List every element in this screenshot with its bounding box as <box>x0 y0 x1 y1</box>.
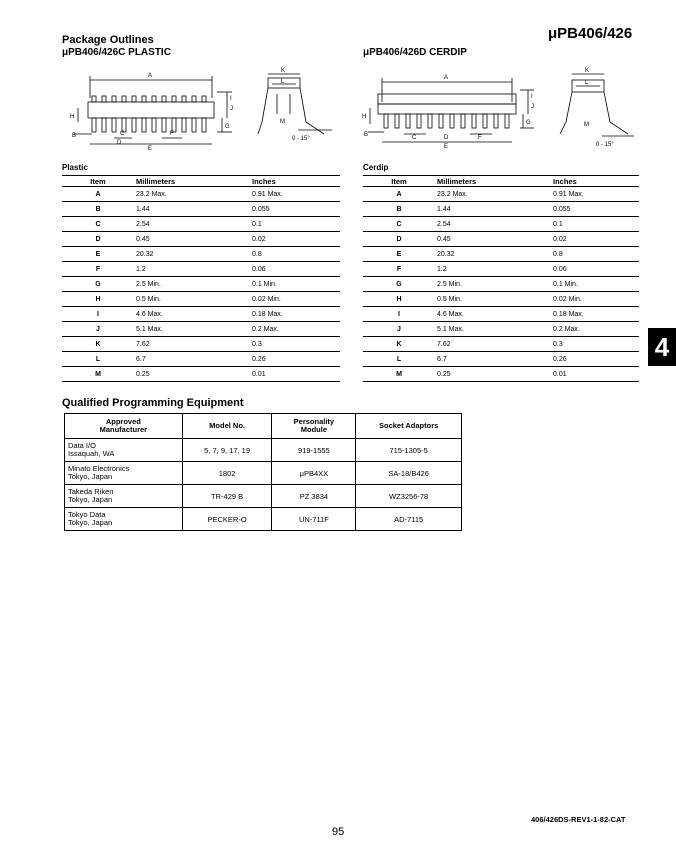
in-cell: 0.02 Min. <box>250 292 340 307</box>
table-row <box>65 485 462 508</box>
socket-cell: AD-7115 <box>356 508 462 531</box>
in-cell: 0.18 Max. <box>250 307 340 322</box>
header-socket: Socket Adaptors <box>356 414 462 439</box>
table-row <box>62 322 340 337</box>
table-row <box>363 232 639 247</box>
table-row <box>363 262 639 277</box>
in-cell: 0.1 Min. <box>551 277 639 292</box>
manufacturer-location: Tokyo, Japan <box>68 518 113 527</box>
cerdip-label-d: D <box>444 135 449 141</box>
header-millimeters: Millimeters <box>435 176 551 187</box>
in-cell: 0.2 Max. <box>551 322 639 337</box>
item-cell: A <box>363 187 435 202</box>
table-row <box>62 247 340 262</box>
cerdip-label-m: M <box>584 122 589 128</box>
item-cell: H <box>62 292 134 307</box>
manufacturer-location: Issaquah, WA <box>68 449 115 458</box>
item-cell: K <box>62 337 134 352</box>
mm-cell: 2.54 <box>134 217 250 232</box>
cerdip-label-j: J <box>531 104 534 110</box>
item-cell: M <box>62 367 134 382</box>
mm-cell: 0.25 <box>435 367 551 382</box>
table-row <box>363 217 639 232</box>
plastic-label-h: H <box>70 114 75 120</box>
table-row <box>62 277 340 292</box>
manufacturer-location: Tokyo, Japan <box>68 472 113 481</box>
manufacturer-cell <box>65 439 183 462</box>
plastic-label-g: G <box>225 124 230 130</box>
header-module <box>272 414 356 439</box>
plastic-label-m: M <box>280 119 285 125</box>
in-cell: 0.01 <box>250 367 340 382</box>
cerdip-label-a: A <box>444 75 449 81</box>
plastic-label-angle: 0 - 15° <box>292 136 310 142</box>
in-cell: 0.26 <box>250 352 340 367</box>
in-cell: 0.1 <box>551 217 639 232</box>
in-cell: 0.06 <box>551 262 639 277</box>
model-cell: PECKER-O <box>182 508 272 531</box>
mm-cell: 0.5 Min. <box>435 292 551 307</box>
plastic-dimension-table <box>62 175 340 382</box>
item-cell: A <box>62 187 134 202</box>
in-cell: 0.02 <box>551 232 639 247</box>
manufacturer-name: Minato Electronics <box>68 463 130 473</box>
table-row <box>363 277 639 292</box>
plastic-table-label: Plastic <box>62 163 88 172</box>
model-cell: TR-429 B <box>182 485 272 508</box>
mm-cell: 5.1 Max. <box>134 322 250 337</box>
cerdip-label-g: G <box>526 120 531 126</box>
table-row <box>363 247 639 262</box>
cerdip-label-l: L <box>585 80 589 86</box>
plastic-label-l: L <box>281 79 285 85</box>
table-header-row <box>65 414 462 439</box>
item-cell: F <box>363 262 435 277</box>
in-cell: 0.26 <box>551 352 639 367</box>
item-cell: L <box>363 352 435 367</box>
item-cell: F <box>62 262 134 277</box>
in-cell: 0.1 Min. <box>250 277 340 292</box>
item-cell: J <box>62 322 134 337</box>
table-row <box>62 337 340 352</box>
chapter-tab-marker: 4 <box>648 328 676 366</box>
manufacturer-cell <box>65 508 183 531</box>
table-row <box>62 187 340 202</box>
in-cell: 0.01 <box>551 367 639 382</box>
table-row <box>62 367 340 382</box>
mm-cell: 4.6 Max. <box>134 307 250 322</box>
item-cell: H <box>363 292 435 307</box>
manufacturer-cell <box>65 462 183 485</box>
plastic-label-c: C <box>120 131 125 137</box>
item-cell: E <box>62 247 134 262</box>
cerdip-table-label: Cerdip <box>363 163 389 172</box>
manufacturer-name: Tokyo Data <box>68 509 106 519</box>
table-row <box>363 202 639 217</box>
manufacturer-location: Tokyo, Japan <box>68 495 113 504</box>
cerdip-label-c: C <box>412 135 417 141</box>
mm-cell: 7.62 <box>134 337 250 352</box>
table-row <box>62 262 340 277</box>
mm-cell: 23.2 Max. <box>134 187 250 202</box>
in-cell: 0.02 <box>250 232 340 247</box>
plastic-package-title: μPB406/426C PLASTIC <box>62 47 171 58</box>
plastic-label-b: B <box>72 133 77 139</box>
header-item: Item <box>363 176 435 187</box>
cerdip-label-i: I <box>531 94 533 100</box>
cerdip-label-k: K <box>585 68 590 74</box>
mm-cell: 1.2 <box>134 262 250 277</box>
table-row <box>65 439 462 462</box>
item-cell: I <box>363 307 435 322</box>
socket-cell: 715-1305-5 <box>356 439 462 462</box>
header-model: Model No. <box>182 414 272 439</box>
table-row <box>363 307 639 322</box>
cerdip-package-drawing <box>362 62 652 150</box>
document-code: 406/426DS-REV1-1-82-CAT <box>531 815 626 824</box>
cerdip-dimension-table <box>363 175 639 382</box>
item-cell: E <box>363 247 435 262</box>
socket-cell: SA-18/B426 <box>356 462 462 485</box>
mm-cell: 1.44 <box>134 202 250 217</box>
in-cell: 0.91 Max. <box>250 187 340 202</box>
header-inches: Inches <box>250 176 340 187</box>
item-cell: B <box>62 202 134 217</box>
table-row <box>363 187 639 202</box>
header-manufacturer <box>65 414 183 439</box>
in-cell: 0.06 <box>250 262 340 277</box>
mm-cell: 0.45 <box>134 232 250 247</box>
table-row <box>363 292 639 307</box>
table-row <box>65 462 462 485</box>
table-row <box>363 352 639 367</box>
item-cell: C <box>363 217 435 232</box>
mm-cell: 20.32 <box>435 247 551 262</box>
header-manufacturer-line1: Approved <box>105 417 141 426</box>
model-cell: 5, 7, 9, 17, 19 <box>182 439 272 462</box>
cerdip-label-b: B <box>364 132 369 138</box>
mm-cell: 7.62 <box>435 337 551 352</box>
mm-cell: 0.45 <box>435 232 551 247</box>
in-cell: 0.2 Max. <box>250 322 340 337</box>
cerdip-label-f: F <box>478 135 482 141</box>
module-cell: 919-1555 <box>272 439 356 462</box>
item-cell: K <box>363 337 435 352</box>
header-inches: Inches <box>551 176 639 187</box>
mm-cell: 5.1 Max. <box>435 322 551 337</box>
in-cell: 0.18 Max. <box>551 307 639 322</box>
item-cell: D <box>62 232 134 247</box>
manufacturer-name: Takeda Riken <box>68 486 114 496</box>
in-cell: 0.3 <box>551 337 639 352</box>
plastic-label-e: E <box>148 146 153 150</box>
in-cell: 0.02 Min. <box>551 292 639 307</box>
mm-cell: 2.5 Min. <box>134 277 250 292</box>
in-cell: 0.8 <box>250 247 340 262</box>
section-title: Package Outlines <box>62 34 154 46</box>
plastic-label-i: I <box>230 96 232 102</box>
plastic-package-drawing <box>62 62 354 150</box>
module-cell: μPB4XX <box>272 462 356 485</box>
model-cell: 1802 <box>182 462 272 485</box>
in-cell: 0.91 Max. <box>551 187 639 202</box>
table-row <box>62 352 340 367</box>
table-row <box>363 367 639 382</box>
in-cell: 0.055 <box>551 202 639 217</box>
plastic-label-j: J <box>230 106 233 112</box>
plastic-label-k: K <box>281 68 286 74</box>
mm-cell: 6.7 <box>435 352 551 367</box>
header-millimeters: Millimeters <box>134 176 250 187</box>
item-cell: D <box>363 232 435 247</box>
in-cell: 0.8 <box>551 247 639 262</box>
item-cell: J <box>363 322 435 337</box>
page-number: 95 <box>332 826 345 838</box>
header-module-line1: Personality <box>293 417 335 426</box>
in-cell: 0.055 <box>250 202 340 217</box>
cerdip-label-h: H <box>362 114 367 120</box>
plastic-label-f: F <box>170 131 174 137</box>
item-cell: M <box>363 367 435 382</box>
plastic-label-d: D <box>117 140 122 146</box>
mm-cell: 1.44 <box>435 202 551 217</box>
in-cell: 0.1 <box>250 217 340 232</box>
mm-cell: 1.2 <box>435 262 551 277</box>
mm-cell: 20.32 <box>134 247 250 262</box>
table-row <box>62 292 340 307</box>
socket-cell: WZ3256-78 <box>356 485 462 508</box>
table-row <box>65 508 462 531</box>
item-cell: B <box>363 202 435 217</box>
manufacturer-cell <box>65 485 183 508</box>
item-cell: L <box>62 352 134 367</box>
cerdip-package-title: μPB406/426D CERDIP <box>363 47 467 58</box>
programming-equipment-table <box>64 413 462 531</box>
header-item: Item <box>62 176 134 187</box>
table-row <box>62 232 340 247</box>
table-row <box>363 322 639 337</box>
mm-cell: 23.2 Max. <box>435 187 551 202</box>
item-cell: G <box>363 277 435 292</box>
mm-cell: 2.54 <box>435 217 551 232</box>
module-cell: UN-711F <box>272 508 356 531</box>
item-cell: G <box>62 277 134 292</box>
table-row <box>62 202 340 217</box>
table-header-row <box>363 176 639 187</box>
mm-cell: 6.7 <box>134 352 250 367</box>
table-row <box>62 217 340 232</box>
item-cell: C <box>62 217 134 232</box>
header-manufacturer-line2: Manufacturer <box>99 425 148 434</box>
cerdip-label-angle: 0 - 15° <box>596 142 614 148</box>
manufacturer-name: Data I/O <box>68 440 96 450</box>
table-row <box>62 307 340 322</box>
header-module-line2: Module <box>300 425 327 434</box>
in-cell: 0.3 <box>250 337 340 352</box>
cerdip-label-e: E <box>444 144 449 150</box>
mm-cell: 4.6 Max. <box>435 307 551 322</box>
mm-cell: 0.5 Min. <box>134 292 250 307</box>
part-number-header: μPB406/426 <box>548 25 633 42</box>
table-header-row <box>62 176 340 187</box>
mm-cell: 0.25 <box>134 367 250 382</box>
programming-section-title: Qualified Programming Equipment <box>62 397 244 409</box>
module-cell: PZ 3834 <box>272 485 356 508</box>
plastic-label-a: A <box>148 73 153 79</box>
mm-cell: 2.5 Min. <box>435 277 551 292</box>
item-cell: I <box>62 307 134 322</box>
table-row <box>363 337 639 352</box>
